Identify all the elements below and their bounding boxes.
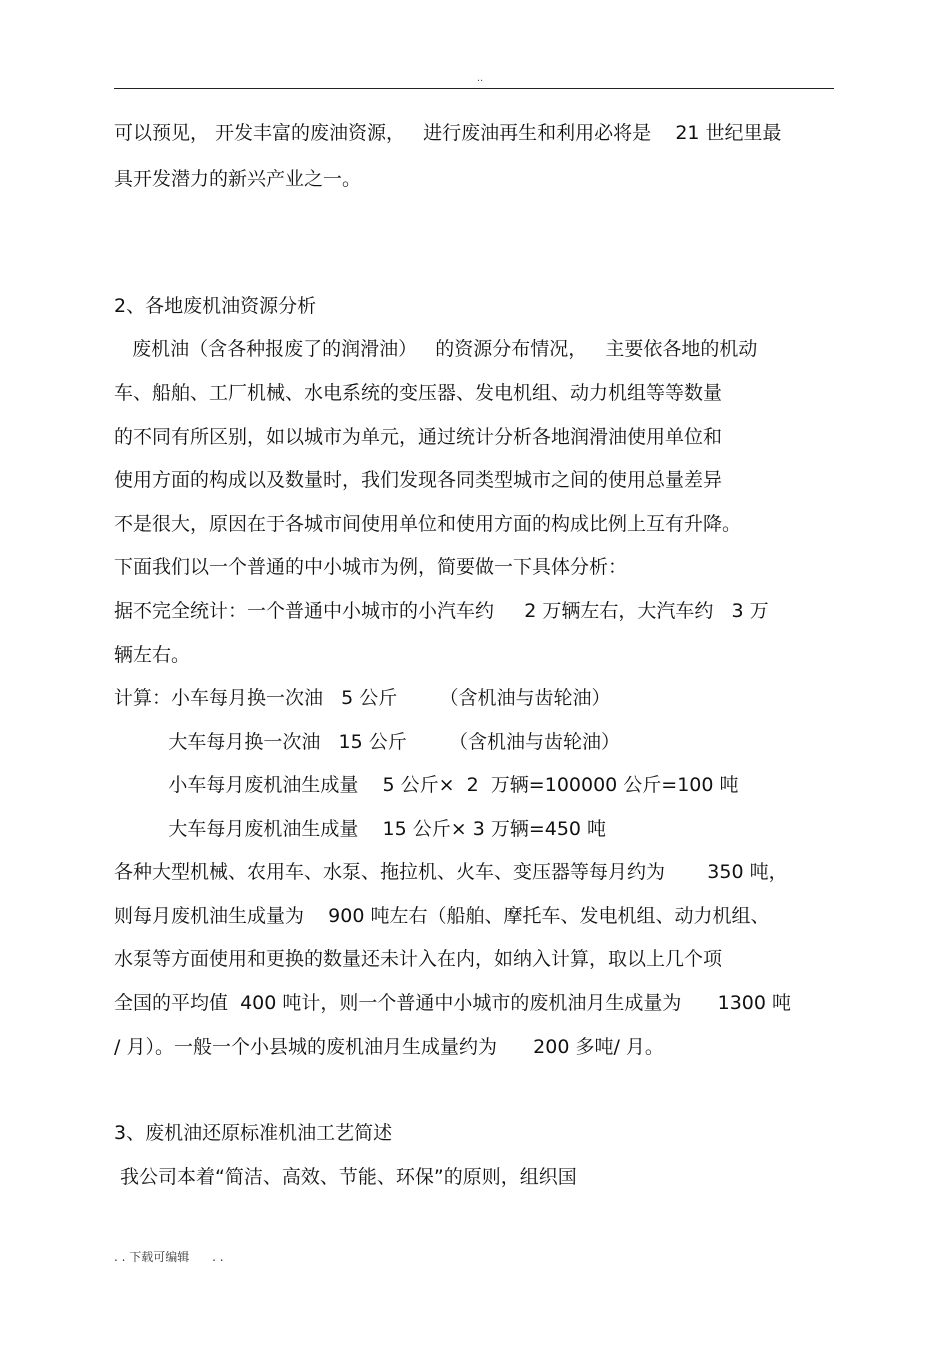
footer-note: . . 下载可编辑 . . — [114, 1250, 224, 1264]
body-line: 据不完全统计：一个普通中小城市的小汽车约 2 万辆左右，大汽车约 3 万 — [114, 600, 769, 622]
section-heading: 3、废机油还原标准机油工艺简述 — [114, 1122, 393, 1144]
body-line: 下面我们以一个普通的中小城市为例，简要做一下具体分析： — [114, 556, 628, 578]
body-line: 具开发潜力的新兴产业之一。 — [114, 168, 362, 190]
section-heading: 2、各地废机油资源分析 — [114, 295, 317, 317]
header-rule — [114, 88, 834, 89]
calc-line: 计算：小车每月换一次油 5 公斤 （含机油与齿轮油） — [114, 687, 611, 709]
body-line: 则每月废机油生成量为 900 吨左右（船舶、摩托车、发电机组、动力机组、 — [114, 905, 770, 927]
body-line: 的不同有所区别，如以城市为单元，通过统计分析各地润滑油使用单位和 — [114, 426, 723, 448]
body-line: 废机油（含各种报废了的润滑油） 的资源分布情况， 主要依各地的机动 — [114, 338, 758, 360]
body-line: 辆左右。 — [114, 644, 191, 666]
body-line: 我公司本着“简洁、高效、节能、环保”的原则，组织国 — [114, 1166, 577, 1188]
body-line: 不是很大，原因在于各城市间使用单位和使用方面的构成比例上互有升降。 — [114, 513, 742, 535]
body-line: / 月）。一般一个小县城的废机油月生成量约为 200 多吨/ 月。 — [114, 1036, 664, 1058]
calc-line: 大车每月换一次油 15 公斤 （含机油与齿轮油） — [114, 731, 620, 753]
body-line: 使用方面的构成以及数量时，我们发现各同类型城市之间的使用总量差异 — [114, 469, 723, 491]
body-line: 各种大型机械、农用车、水泵、拖拉机、火车、变压器等每月约为 350 吨， — [114, 861, 788, 883]
body-line: 车、船舶、工厂机械、水电系统的变压器、发电机组、动力机组等等数量 — [114, 382, 723, 404]
calc-line: 小车每月废机油生成量 5 公斤× 2 万辆=100000 公斤=100 吨 — [114, 774, 739, 796]
calc-line: 大车每月废机油生成量 15 公斤× 3 万辆=450 吨 — [114, 818, 607, 840]
body-line: 水泵等方面使用和更换的数量还未计入在内，如纳入计算，取以上几个项 — [114, 948, 723, 970]
header-mark: .. — [476, 73, 484, 84]
body-line: 可以预见， 开发丰富的废油资源， 进行废油再生和利用必将是 21 世纪里最 — [114, 122, 782, 144]
body-line: 全国的平均值 400 吨计，则一个普通中小城市的废机油月生成量为 1300 吨 — [114, 992, 792, 1014]
